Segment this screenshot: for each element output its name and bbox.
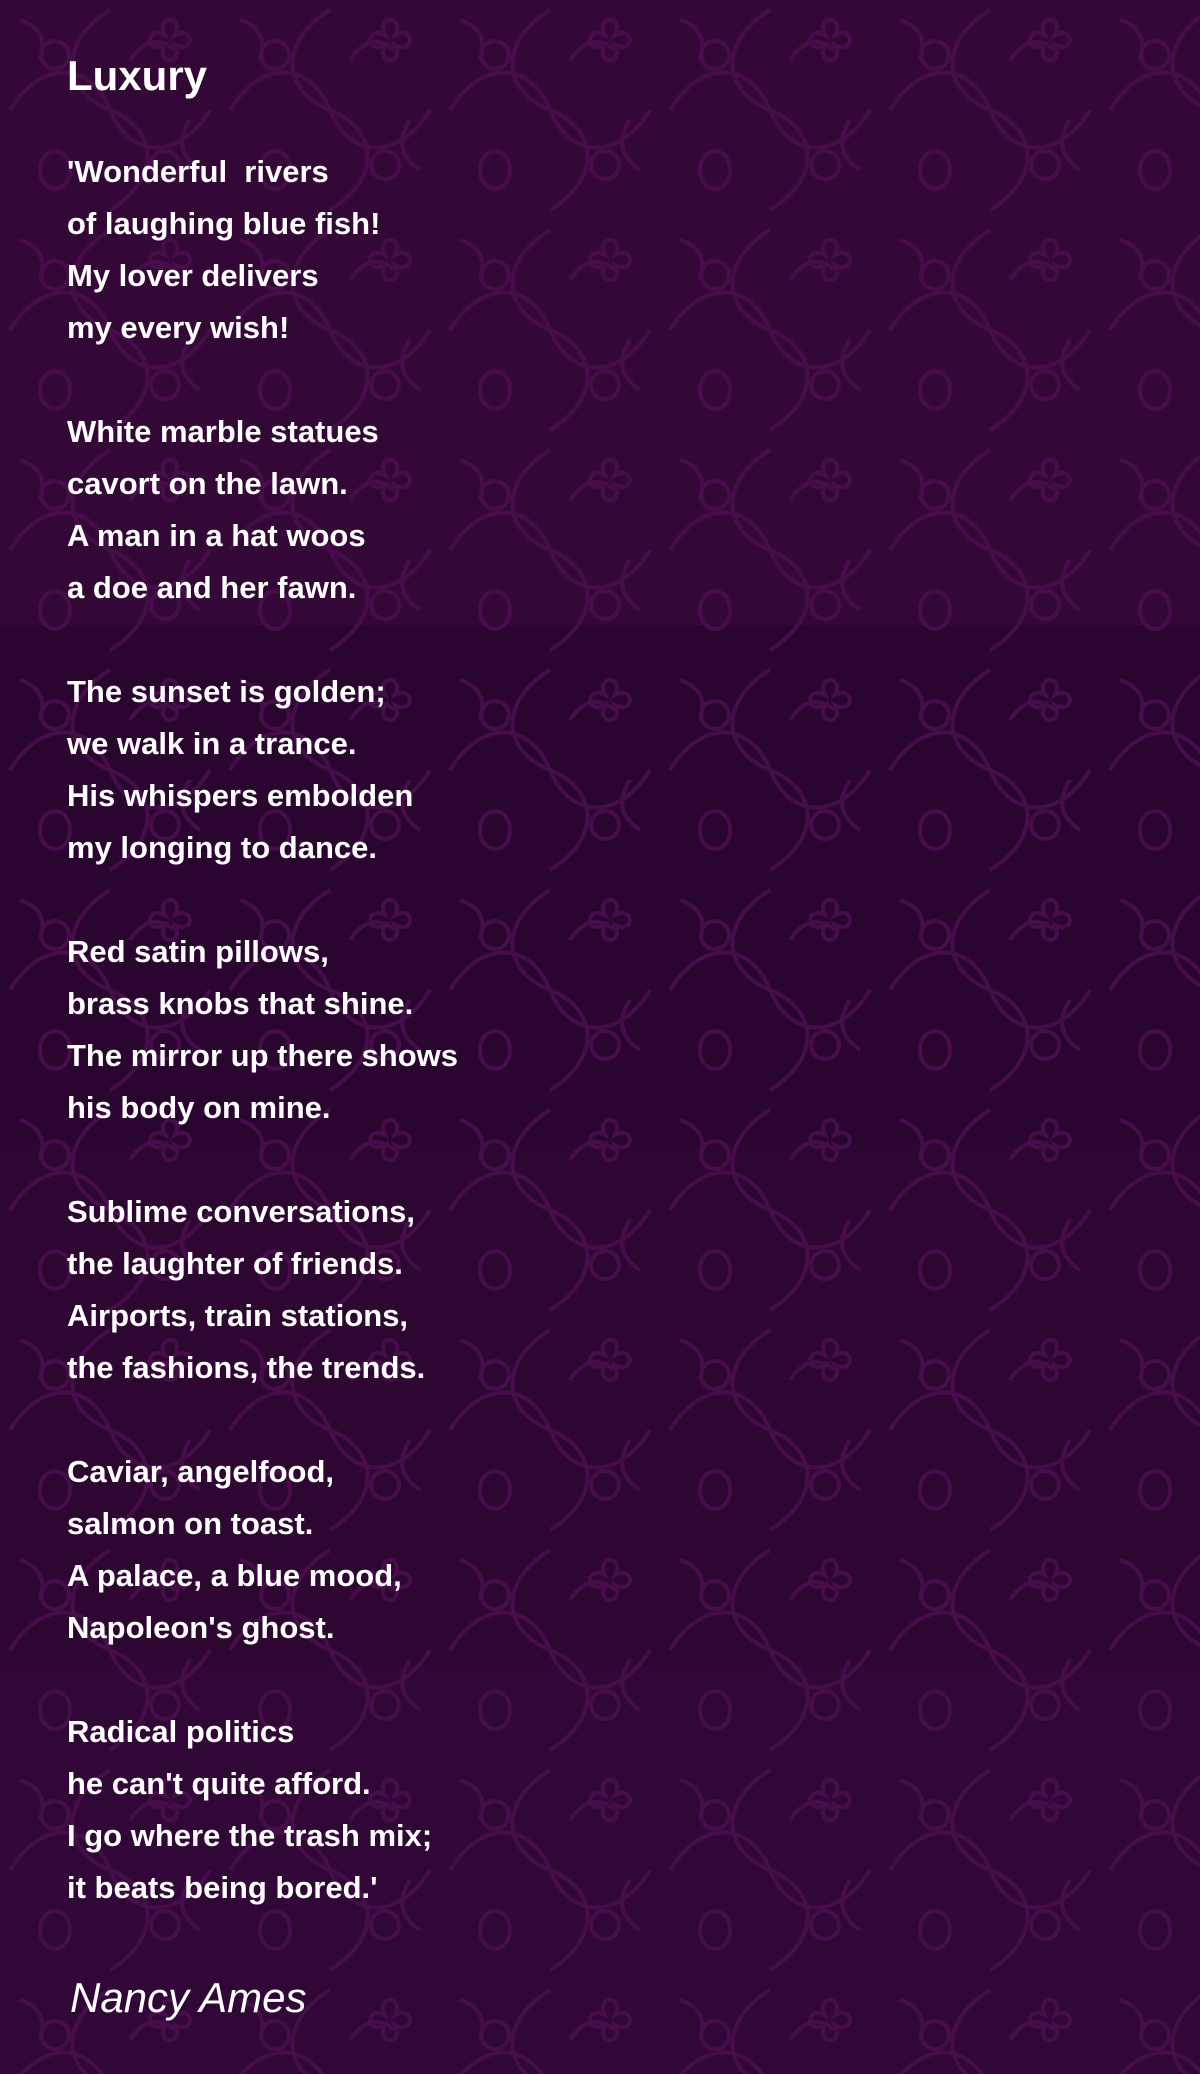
poem-line: The sunset is golden; xyxy=(67,674,386,709)
poem-line: A palace, a blue mood, xyxy=(67,1558,402,1593)
poem-line: Napoleon's ghost. xyxy=(67,1610,335,1645)
poem-author: Nancy Ames xyxy=(70,1974,307,2021)
poem-line: it beats being bored.' xyxy=(67,1870,378,1905)
poem-line: we walk in a trance. xyxy=(67,726,357,761)
poem-line: he can't quite afford. xyxy=(67,1766,371,1801)
poem-line: his body on mine. xyxy=(67,1090,331,1125)
poem-title: Luxury xyxy=(67,52,208,99)
poem-line: Red satin pillows, xyxy=(67,934,329,969)
poem-line: my longing to dance. xyxy=(67,830,378,865)
poem-line: the fashions, the trends. xyxy=(67,1350,426,1385)
poem-line: my every wish! xyxy=(67,310,290,345)
stanza-5 xyxy=(67,1186,1147,1394)
poem-line: White marble statues xyxy=(67,414,379,449)
stanza-1 xyxy=(67,146,1147,354)
poem-line: A man in a hat woos xyxy=(67,518,366,553)
stanza-4 xyxy=(67,926,1147,1134)
poem-line: Caviar, angelfood, xyxy=(67,1454,335,1489)
poem-line: brass knobs that shine. xyxy=(67,986,414,1021)
poem-line: Radical politics xyxy=(67,1714,295,1749)
poem-line: salmon on toast. xyxy=(67,1506,314,1541)
poem-line: My lover delivers xyxy=(67,258,319,293)
poem-line: the laughter of friends. xyxy=(67,1246,403,1281)
stanza-3 xyxy=(67,666,1147,874)
poem-line: of laughing blue fish! xyxy=(67,206,381,241)
stanza-2 xyxy=(67,406,1147,614)
poem-line: I go where the trash mix; xyxy=(67,1818,433,1853)
poem-line: Sublime conversations, xyxy=(67,1194,415,1229)
poem-line: a doe and her fawn. xyxy=(67,570,357,605)
poem-container xyxy=(67,50,1147,1966)
stanza-6 xyxy=(67,1446,1147,1654)
poem-line: His whispers embolden xyxy=(67,778,414,813)
poem-line: 'Wonderful rivers xyxy=(67,154,329,189)
stanza-7 xyxy=(67,1706,1147,1914)
poem-line: cavort on the lawn. xyxy=(67,466,348,501)
poem-line: Airports, train stations, xyxy=(67,1298,409,1333)
poem-line: The mirror up there shows xyxy=(67,1038,459,1073)
